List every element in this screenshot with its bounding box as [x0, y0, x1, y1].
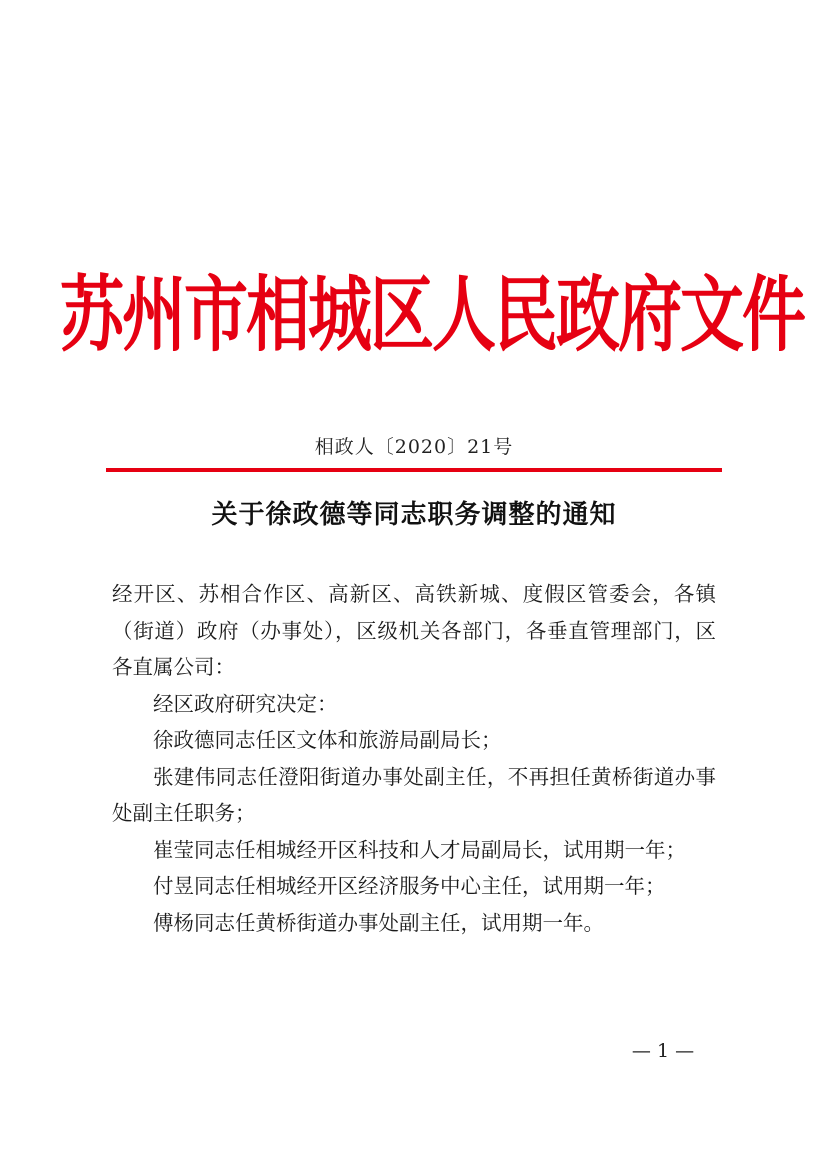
document-title: 关于徐政德等同志职务调整的通知	[211, 500, 617, 530]
document-body	[112, 576, 716, 941]
document-masthead: 苏州市相城区人民政府文件	[60, 268, 804, 364]
body-paragraph: 崔莹同志任相城经开区科技和人才局副局长，试用期一年；	[153, 837, 686, 862]
document-number: 相政人〔2020〕21号	[314, 436, 514, 458]
body-paragraph: 傅杨同志任黄桥街道办事处副主任，试用期一年。	[153, 910, 604, 935]
body-paragraph: 徐政德同志任区文体和旅游局副局长；	[153, 728, 502, 752]
body-paragraph: 经区政府研究决定：	[153, 691, 338, 716]
salutation: 经开区、苏相合作区、高新区、高铁新城、度假区管委会，各镇（街道）政府（办事处），区级机关各部门，各垂直管理部门，区各直属公司：	[112, 582, 716, 679]
page-number: — 1 —	[631, 1040, 695, 1062]
body-paragraph: 付昱同志任相城经开区经济服务中心主任，试用期一年；	[153, 874, 666, 898]
body-paragraph: 张建伟同志任澄阳街道办事处副主任，不再担任黄桥街道办事处副主任职务；	[112, 764, 716, 825]
red-divider-line	[106, 468, 722, 472]
